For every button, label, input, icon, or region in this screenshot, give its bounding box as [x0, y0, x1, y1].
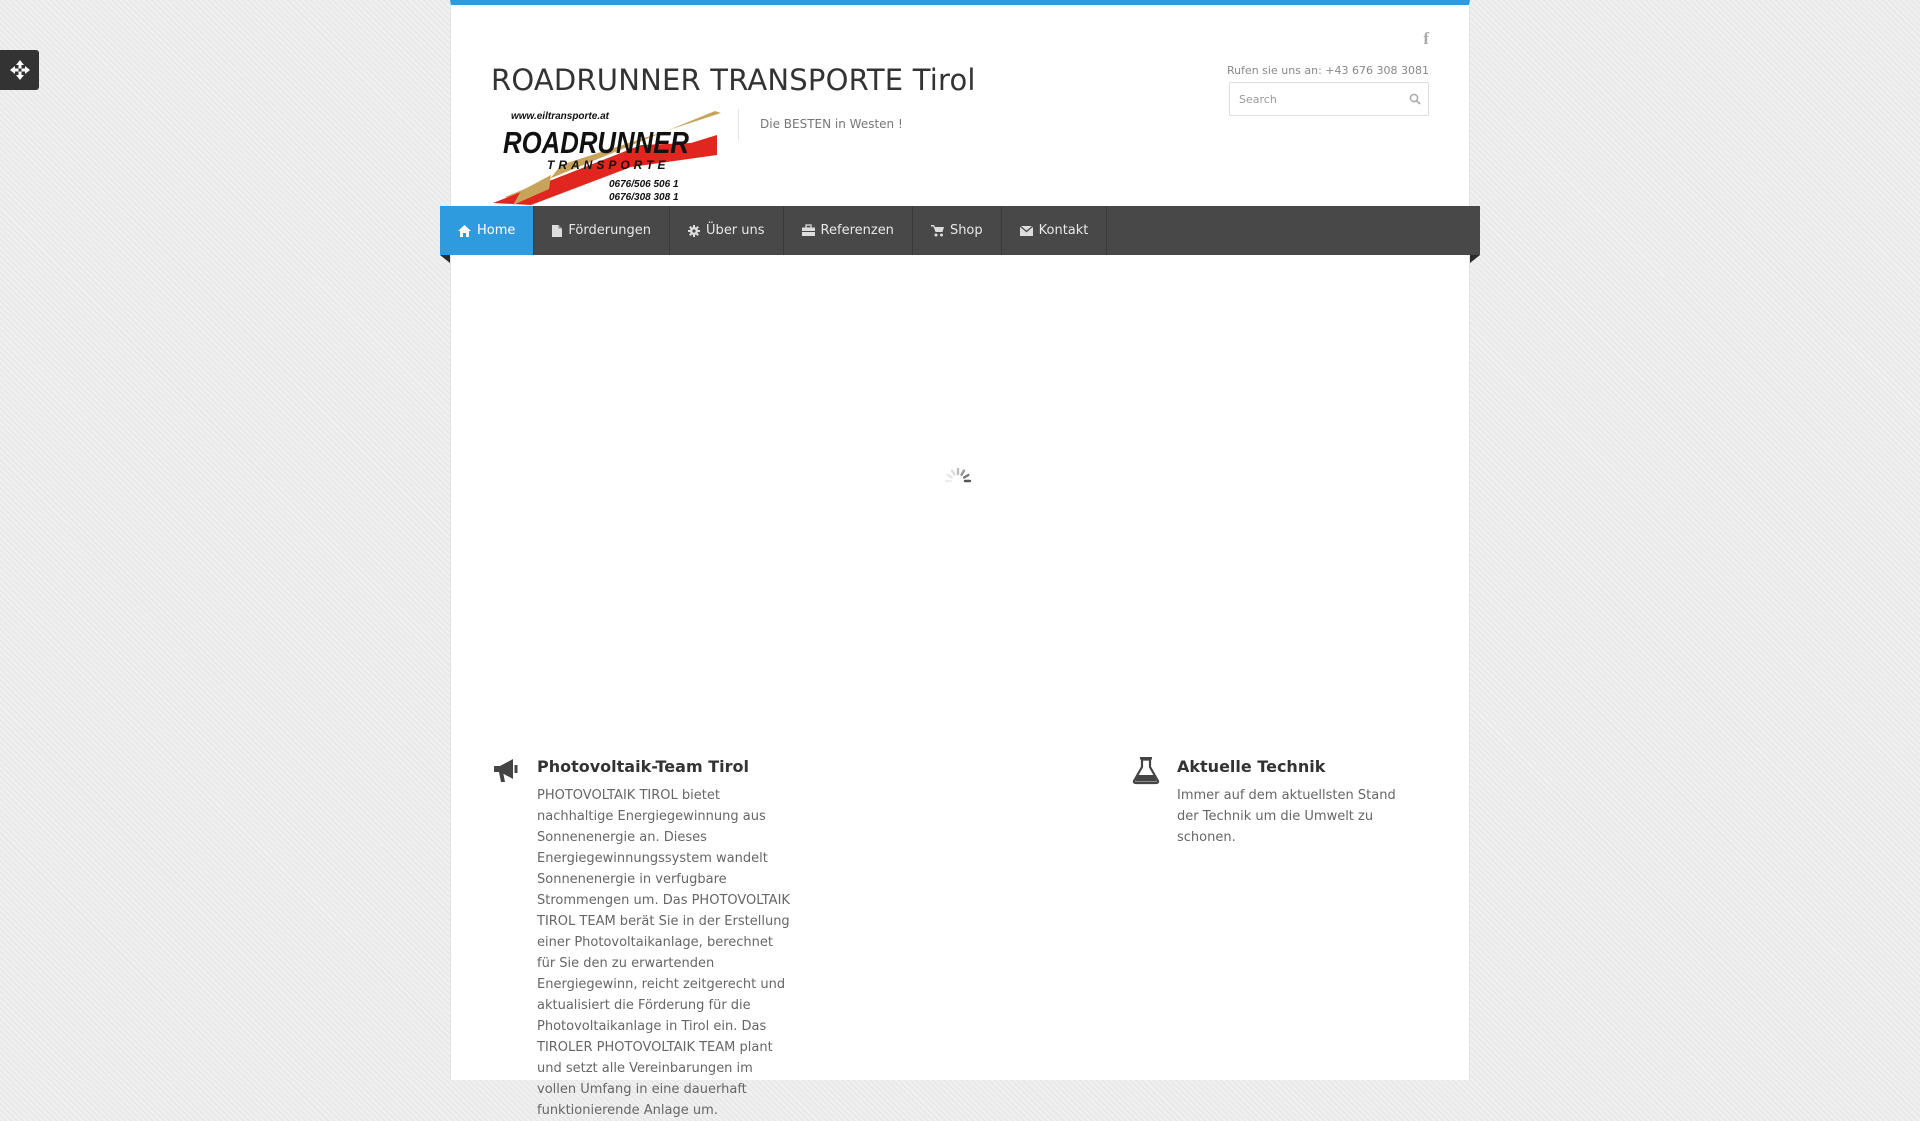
phone-info: Rufen sie uns an: +43 676 308 3081 [1226, 64, 1429, 77]
nav-item-label: Förderungen [568, 223, 652, 238]
slider-area [451, 260, 1469, 730]
envelope-icon [1020, 226, 1033, 236]
flask-icon [1131, 755, 1161, 785]
feature-text: Immer auf dem aktuellsten Stand der Technik um die Umwelt zu schonen. [1177, 788, 1396, 845]
logo-sub-text: TRANSPORTE [547, 158, 670, 172]
logo-url-text: www.eiltransporte.at [511, 111, 609, 122]
nav-item-shop[interactable] [913, 206, 1002, 255]
nav-item-foerderungen[interactable] [534, 206, 670, 255]
search-form [1229, 82, 1429, 116]
home-icon [458, 225, 471, 237]
feature-title: Aktuelle Technik [1177, 757, 1326, 776]
page-wrapper [450, 0, 1470, 1118]
nav-item-ueber-uns[interactable] [670, 206, 784, 255]
briefcase-icon [802, 225, 815, 236]
search-input[interactable] [1230, 83, 1402, 115]
site-header [451, 5, 1469, 206]
search-icon [1409, 93, 1421, 105]
site-title[interactable]: ROADRUNNER TRANSPORTE Tirol [491, 63, 976, 97]
move-handle[interactable] [0, 50, 39, 90]
nav-item-label: Kontakt [1038, 223, 1089, 238]
logo-phone2-text: 0676/308 308 1 [609, 192, 679, 203]
loading-spinner-icon [943, 466, 973, 496]
nav-fold-left [440, 255, 450, 263]
main-navigation [440, 206, 1480, 255]
facebook-icon[interactable]: f [1423, 29, 1429, 48]
nav-item-label: Über uns [706, 223, 765, 238]
megaphone-icon [491, 755, 521, 785]
gear-icon [688, 225, 700, 237]
feature-title: Photovoltaik-Team Tirol [537, 757, 749, 776]
logo-brand-text: ROADRUNNER [503, 125, 690, 160]
move-arrows-icon [9, 59, 31, 81]
nav-item-label: Shop [949, 223, 983, 238]
tagline-divider [738, 109, 739, 141]
nav-item-referenzen[interactable] [784, 206, 913, 255]
site-tagline: Die BESTEN in Westen ! [760, 117, 903, 131]
logo-phone1-text: 0676/506 506 1 [609, 179, 679, 190]
roadrunner-logo[interactable] [491, 105, 721, 207]
document-icon [552, 225, 562, 237]
nav-item-label: Home [477, 223, 516, 238]
search-button[interactable] [1402, 83, 1428, 115]
cart-icon [931, 225, 944, 237]
nav-item-home[interactable] [440, 206, 534, 255]
nav-item-kontakt[interactable] [1002, 206, 1108, 255]
feature-text: PHOTOVOLTAIK TIROL bietet nachhaltige Energiegewinnung aus Sonnenenergie an. Dieses Energiegewinnungssystem wandelt Sonnenenergie in verfugbare Strommengen um. Das PHOTOVOLTAIK TIROL TEAM berät Sie in der Erstellung einer Photovoltaikanlage, berechnet für Sie den zu erwartenden Energiegewinn, reicht zeitgerecht und aktualisiert die Förderung für die Photovoltaikanlage in Tirol ein. Das TIROLER PHOTOVOLTAIK TEAM plant und setzt alle Vereinbarungen im vollen Umfang in eine dauerhaft funktionierende Anlage um. [537, 788, 790, 1118]
nav-fold-right [1470, 255, 1480, 263]
nav-item-label: Referenzen [820, 223, 894, 238]
